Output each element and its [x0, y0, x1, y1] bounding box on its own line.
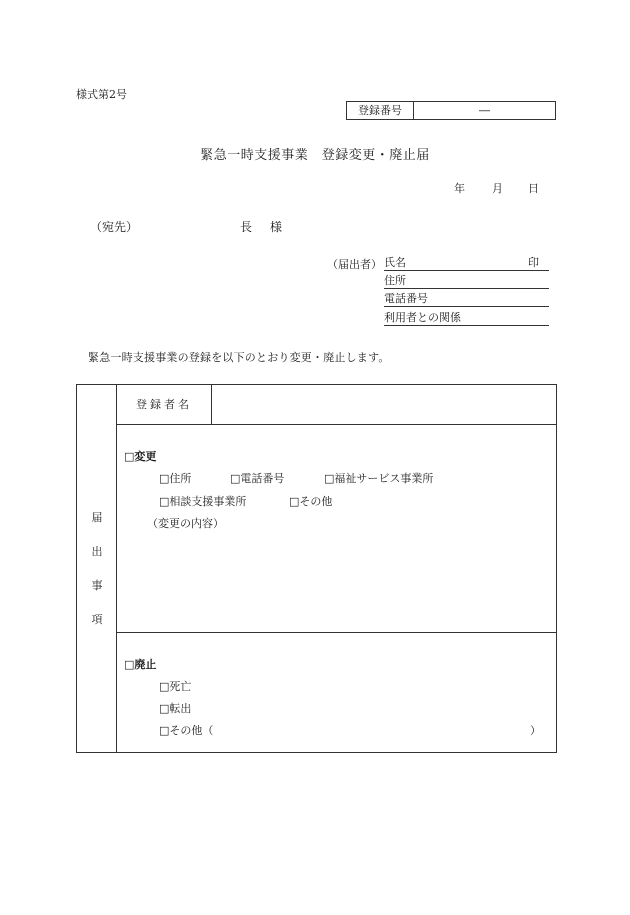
option-label: 住所	[169, 472, 192, 485]
date-month: 月	[492, 182, 503, 195]
date-year: 年	[454, 182, 465, 195]
option-address[interactable]	[159, 470, 191, 486]
option-label: 相談支援事業所	[169, 495, 247, 508]
change-checkbox[interactable]	[124, 448, 156, 464]
option-other-abolish[interactable]	[159, 722, 213, 738]
checkbox-icon: □	[159, 724, 170, 737]
abolish-checkbox[interactable]	[124, 656, 156, 672]
change-section	[117, 425, 556, 633]
notifier-name-label: 氏名	[384, 256, 406, 269]
option-moved-out[interactable]	[159, 700, 191, 716]
checkbox-icon: □	[159, 680, 170, 693]
checkbox-icon: □	[124, 450, 135, 463]
left-label-char: 出	[91, 545, 103, 558]
addressee-label: （宛先）	[90, 220, 139, 234]
other-close-paren: ）	[530, 724, 541, 737]
option-phone[interactable]	[230, 470, 284, 486]
form-number: 様式第2号	[76, 88, 127, 101]
option-welfare-service[interactable]	[324, 470, 433, 486]
seal-mark: 印	[528, 256, 539, 269]
checkbox-icon: □	[324, 472, 335, 485]
option-label: 電話番号	[240, 472, 285, 485]
option-label: その他	[299, 495, 333, 508]
notifier-phone-label: 電話番号	[384, 292, 428, 305]
option-label: 転出	[169, 702, 192, 715]
abolish-heading: 廃止	[134, 658, 157, 671]
left-label-char: 事	[91, 579, 103, 592]
option-label: 福祉サービス事業所	[334, 472, 434, 485]
notifier-address-field[interactable]	[384, 273, 549, 289]
checkbox-icon: □	[159, 702, 170, 715]
checkbox-icon: □	[289, 495, 300, 508]
change-content-area[interactable]	[147, 533, 548, 626]
option-label: その他（	[169, 724, 214, 737]
statement-text: 緊急一時支援事業の登録を以下のとおり変更・廃止します。	[88, 351, 390, 364]
registration-number-box	[346, 101, 556, 120]
registrant-name-input[interactable]	[213, 385, 556, 424]
date-row	[454, 180, 539, 196]
notification-items-label	[77, 385, 117, 752]
checkbox-icon: □	[159, 495, 170, 508]
abolish-section	[117, 633, 556, 752]
notifier-relation-field[interactable]	[384, 310, 549, 326]
change-content-label: （変更の内容）	[147, 517, 224, 530]
addressee-chief: 長 様	[240, 220, 286, 234]
checkbox-icon: □	[230, 472, 241, 485]
checkbox-icon: □	[159, 472, 170, 485]
option-death[interactable]	[159, 678, 191, 694]
change-heading: 変更	[134, 450, 157, 463]
registrant-name-label: 登録者名	[117, 385, 212, 424]
notifier-phone-field[interactable]	[384, 291, 549, 307]
option-consultation-support[interactable]	[159, 493, 246, 509]
document-title: 緊急一時支援事業 登録変更・廃止届	[200, 148, 430, 163]
left-label-char: 項	[91, 613, 103, 626]
date-day: 日	[528, 182, 539, 195]
registration-number-label: 登録番号	[347, 102, 414, 119]
option-label: 死亡	[169, 680, 192, 693]
registrant-name-row	[117, 385, 556, 425]
registration-number-value[interactable]: ―	[479, 104, 490, 117]
notification-table	[76, 384, 557, 753]
left-label-char: 届	[91, 511, 103, 524]
notifier-relation-label: 利用者との関係	[384, 311, 461, 324]
checkbox-icon: □	[124, 658, 135, 671]
notifier-label: （届出者）	[327, 258, 382, 271]
notifier-name-field[interactable]	[384, 255, 549, 271]
option-other-change[interactable]	[289, 493, 332, 509]
notifier-address-label: 住所	[384, 274, 406, 287]
